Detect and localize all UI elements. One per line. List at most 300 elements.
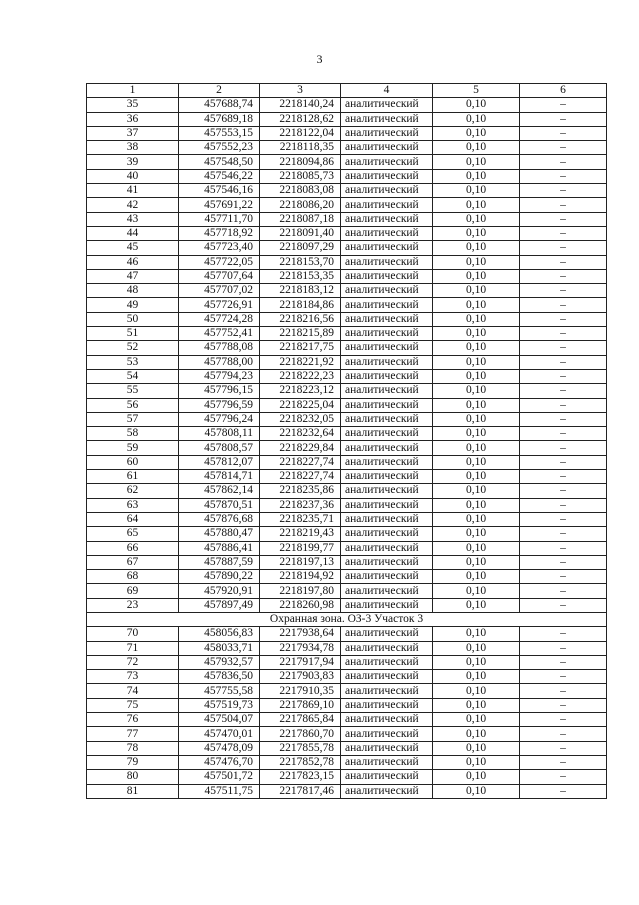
method-cell: аналитический [341, 226, 433, 240]
x-coordinate-cell: 457723,40 [179, 241, 260, 255]
y-coordinate-cell: 2217917,94 [260, 655, 341, 669]
table-row [87, 98, 607, 112]
table-row [87, 784, 607, 798]
table-row [87, 155, 607, 169]
accuracy-cell: 0,10 [433, 755, 520, 769]
x-coordinate-cell: 457476,70 [179, 755, 260, 769]
point-number-cell: 52 [87, 341, 179, 355]
x-coordinate-cell: 457796,15 [179, 384, 260, 398]
accuracy-cell: 0,10 [433, 713, 520, 727]
method-cell: аналитический [341, 427, 433, 441]
note-cell: – [520, 570, 607, 584]
point-number-cell: 58 [87, 427, 179, 441]
method-cell: аналитический [341, 455, 433, 469]
note-cell: – [520, 355, 607, 369]
method-cell: аналитический [341, 470, 433, 484]
table-row [87, 212, 607, 226]
point-number-cell: 36 [87, 112, 179, 126]
x-coordinate-cell: 457553,15 [179, 126, 260, 140]
method-cell: аналитический [341, 384, 433, 398]
note-cell: – [520, 427, 607, 441]
method-cell: аналитический [341, 670, 433, 684]
table-row [87, 570, 607, 584]
x-coordinate-cell: 457707,02 [179, 284, 260, 298]
table-row [87, 341, 607, 355]
note-cell: – [520, 727, 607, 741]
x-coordinate-cell: 457504,07 [179, 713, 260, 727]
method-cell: аналитический [341, 398, 433, 412]
point-number-cell: 63 [87, 498, 179, 512]
method-cell: аналитический [341, 412, 433, 426]
x-coordinate-cell: 457711,70 [179, 212, 260, 226]
point-number-cell: 81 [87, 784, 179, 798]
accuracy-cell: 0,10 [433, 341, 520, 355]
y-coordinate-cell: 2218225,04 [260, 398, 341, 412]
accuracy-cell: 0,10 [433, 655, 520, 669]
point-number-cell: 23 [87, 598, 179, 612]
note-cell: – [520, 241, 607, 255]
column-header: 4 [341, 84, 433, 98]
x-coordinate-cell: 457707,64 [179, 269, 260, 283]
y-coordinate-cell: 2218085,73 [260, 169, 341, 183]
x-coordinate-cell: 457552,23 [179, 141, 260, 155]
table-row [87, 655, 607, 669]
y-coordinate-cell: 2218217,75 [260, 341, 341, 355]
x-coordinate-cell: 458033,71 [179, 641, 260, 655]
point-number-cell: 80 [87, 770, 179, 784]
method-cell: аналитический [341, 641, 433, 655]
point-number-cell: 50 [87, 312, 179, 326]
y-coordinate-cell: 2218222,23 [260, 369, 341, 383]
point-number-cell: 35 [87, 98, 179, 112]
table-row [87, 269, 607, 283]
x-coordinate-cell: 457812,07 [179, 455, 260, 469]
column-header: 1 [87, 84, 179, 98]
point-number-cell: 69 [87, 584, 179, 598]
point-number-cell: 60 [87, 455, 179, 469]
y-coordinate-cell: 2217865,84 [260, 713, 341, 727]
table-row [87, 584, 607, 598]
table-row [87, 770, 607, 784]
table-row [87, 198, 607, 212]
note-cell: – [520, 155, 607, 169]
accuracy-cell: 0,10 [433, 570, 520, 584]
coordinates-table [86, 83, 607, 799]
note-cell: – [520, 627, 607, 641]
method-cell: аналитический [341, 598, 433, 612]
section-title: Охранная зона. ОЗ-3 Участок 3 [87, 612, 607, 626]
y-coordinate-cell: 2218227,74 [260, 470, 341, 484]
y-coordinate-cell: 2218097,29 [260, 241, 341, 255]
method-cell: аналитический [341, 155, 433, 169]
x-coordinate-cell: 457546,16 [179, 184, 260, 198]
accuracy-cell: 0,10 [433, 541, 520, 555]
x-coordinate-cell: 457689,18 [179, 112, 260, 126]
accuracy-cell: 0,10 [433, 369, 520, 383]
x-coordinate-cell: 457691,22 [179, 198, 260, 212]
x-coordinate-cell: 457814,71 [179, 470, 260, 484]
point-number-cell: 44 [87, 226, 179, 240]
method-cell: аналитический [341, 327, 433, 341]
method-cell: аналитический [341, 184, 433, 198]
y-coordinate-cell: 2218197,80 [260, 584, 341, 598]
x-coordinate-cell: 457862,14 [179, 484, 260, 498]
note-cell: – [520, 169, 607, 183]
method-cell: аналитический [341, 527, 433, 541]
y-coordinate-cell: 2218235,86 [260, 484, 341, 498]
note-cell: – [520, 441, 607, 455]
point-number-cell: 75 [87, 698, 179, 712]
table-row [87, 641, 607, 655]
note-cell: – [520, 384, 607, 398]
accuracy-cell: 0,10 [433, 198, 520, 212]
accuracy-cell: 0,10 [433, 327, 520, 341]
method-cell: аналитический [341, 755, 433, 769]
accuracy-cell: 0,10 [433, 470, 520, 484]
table-row [87, 498, 607, 512]
point-number-cell: 61 [87, 470, 179, 484]
point-number-cell: 78 [87, 741, 179, 755]
y-coordinate-cell: 2218086,20 [260, 198, 341, 212]
method-cell: аналитический [341, 555, 433, 569]
accuracy-cell: 0,10 [433, 98, 520, 112]
accuracy-cell: 0,10 [433, 212, 520, 226]
note-cell: – [520, 212, 607, 226]
method-cell: аналитический [341, 341, 433, 355]
table-row [87, 598, 607, 612]
x-coordinate-cell: 457870,51 [179, 498, 260, 512]
x-coordinate-cell: 457478,09 [179, 741, 260, 755]
y-coordinate-cell: 2217823,15 [260, 770, 341, 784]
point-number-cell: 48 [87, 284, 179, 298]
note-cell: – [520, 141, 607, 155]
note-cell: – [520, 527, 607, 541]
accuracy-cell: 0,10 [433, 169, 520, 183]
note-cell: – [520, 655, 607, 669]
point-number-cell: 49 [87, 298, 179, 312]
table-row [87, 484, 607, 498]
x-coordinate-cell: 457808,11 [179, 427, 260, 441]
y-coordinate-cell: 2218223,12 [260, 384, 341, 398]
accuracy-cell: 0,10 [433, 155, 520, 169]
accuracy-cell: 0,10 [433, 355, 520, 369]
method-cell: аналитический [341, 126, 433, 140]
note-cell: – [520, 555, 607, 569]
x-coordinate-cell: 457876,68 [179, 512, 260, 526]
accuracy-cell: 0,10 [433, 670, 520, 684]
point-number-cell: 41 [87, 184, 179, 198]
table-row [87, 255, 607, 269]
table-header-row [87, 84, 607, 98]
note-cell: – [520, 684, 607, 698]
y-coordinate-cell: 2218083,08 [260, 184, 341, 198]
x-coordinate-cell: 457887,59 [179, 555, 260, 569]
note-cell: – [520, 341, 607, 355]
page-number: 3 [316, 52, 323, 66]
method-cell: аналитический [341, 255, 433, 269]
method-cell: аналитический [341, 141, 433, 155]
note-cell: – [520, 255, 607, 269]
table-row [87, 226, 607, 240]
table-row [87, 427, 607, 441]
y-coordinate-cell: 2218232,05 [260, 412, 341, 426]
y-coordinate-cell: 2218227,74 [260, 455, 341, 469]
table-row [87, 512, 607, 526]
table-row [87, 312, 607, 326]
note-cell: – [520, 470, 607, 484]
y-coordinate-cell: 2218087,18 [260, 212, 341, 226]
method-cell: аналитический [341, 498, 433, 512]
x-coordinate-cell: 457501,72 [179, 770, 260, 784]
table-row [87, 713, 607, 727]
accuracy-cell: 0,10 [433, 684, 520, 698]
method-cell: аналитический [341, 312, 433, 326]
x-coordinate-cell: 457718,92 [179, 226, 260, 240]
y-coordinate-cell: 2217852,78 [260, 755, 341, 769]
y-coordinate-cell: 2217869,10 [260, 698, 341, 712]
note-cell: – [520, 741, 607, 755]
y-coordinate-cell: 2218194,92 [260, 570, 341, 584]
y-coordinate-cell: 2218219,43 [260, 527, 341, 541]
point-number-cell: 47 [87, 269, 179, 283]
point-number-cell: 79 [87, 755, 179, 769]
note-cell: – [520, 512, 607, 526]
note-cell: – [520, 412, 607, 426]
accuracy-cell: 0,10 [433, 241, 520, 255]
note-cell: – [520, 698, 607, 712]
point-number-cell: 74 [87, 684, 179, 698]
method-cell: аналитический [341, 741, 433, 755]
accuracy-cell: 0,10 [433, 412, 520, 426]
x-coordinate-cell: 457726,91 [179, 298, 260, 312]
x-coordinate-cell: 457722,05 [179, 255, 260, 269]
note-cell: – [520, 784, 607, 798]
y-coordinate-cell: 2218232,64 [260, 427, 341, 441]
note-cell: – [520, 284, 607, 298]
note-cell: – [520, 298, 607, 312]
note-cell: – [520, 541, 607, 555]
note-cell: – [520, 184, 607, 198]
x-coordinate-cell: 457836,50 [179, 670, 260, 684]
method-cell: аналитический [341, 212, 433, 226]
table-row [87, 298, 607, 312]
y-coordinate-cell: 2218216,56 [260, 312, 341, 326]
y-coordinate-cell: 2217903,83 [260, 670, 341, 684]
note-cell: – [520, 226, 607, 240]
table-row [87, 741, 607, 755]
note-cell: – [520, 755, 607, 769]
table-row [87, 627, 607, 641]
accuracy-cell: 0,10 [433, 184, 520, 198]
y-coordinate-cell: 2218094,86 [260, 155, 341, 169]
accuracy-cell: 0,10 [433, 255, 520, 269]
method-cell: аналитический [341, 570, 433, 584]
accuracy-cell: 0,10 [433, 498, 520, 512]
y-coordinate-cell: 2218197,13 [260, 555, 341, 569]
x-coordinate-cell: 457755,58 [179, 684, 260, 698]
point-number-cell: 77 [87, 727, 179, 741]
table-row [87, 455, 607, 469]
y-coordinate-cell: 2218184,86 [260, 298, 341, 312]
note-cell: – [520, 455, 607, 469]
y-coordinate-cell: 2218183,12 [260, 284, 341, 298]
y-coordinate-cell: 2217817,46 [260, 784, 341, 798]
accuracy-cell: 0,10 [433, 784, 520, 798]
point-number-cell: 70 [87, 627, 179, 641]
table-row [87, 126, 607, 140]
table-row [87, 355, 607, 369]
x-coordinate-cell: 457788,08 [179, 341, 260, 355]
point-number-cell: 42 [87, 198, 179, 212]
table-row [87, 470, 607, 484]
table-row [87, 541, 607, 555]
method-cell: аналитический [341, 198, 433, 212]
x-coordinate-cell: 457796,24 [179, 412, 260, 426]
y-coordinate-cell: 2218221,92 [260, 355, 341, 369]
point-number-cell: 57 [87, 412, 179, 426]
y-coordinate-cell: 2218260,98 [260, 598, 341, 612]
method-cell: аналитический [341, 584, 433, 598]
accuracy-cell: 0,10 [433, 427, 520, 441]
table-row [87, 398, 607, 412]
x-coordinate-cell: 457794,23 [179, 369, 260, 383]
point-number-cell: 65 [87, 527, 179, 541]
y-coordinate-cell: 2218235,71 [260, 512, 341, 526]
method-cell: аналитический [341, 784, 433, 798]
y-coordinate-cell: 2217910,35 [260, 684, 341, 698]
column-header: 5 [433, 84, 520, 98]
point-number-cell: 46 [87, 255, 179, 269]
table-row [87, 384, 607, 398]
y-coordinate-cell: 2218122,04 [260, 126, 341, 140]
x-coordinate-cell: 457511,75 [179, 784, 260, 798]
accuracy-cell: 0,10 [433, 312, 520, 326]
point-number-cell: 45 [87, 241, 179, 255]
method-cell: аналитический [341, 298, 433, 312]
x-coordinate-cell: 457920,91 [179, 584, 260, 598]
y-coordinate-cell: 2218128,62 [260, 112, 341, 126]
accuracy-cell: 0,10 [433, 641, 520, 655]
method-cell: аналитический [341, 655, 433, 669]
accuracy-cell: 0,10 [433, 584, 520, 598]
method-cell: аналитический [341, 541, 433, 555]
x-coordinate-cell: 457796,59 [179, 398, 260, 412]
accuracy-cell: 0,10 [433, 384, 520, 398]
method-cell: аналитический [341, 627, 433, 641]
note-cell: – [520, 713, 607, 727]
y-coordinate-cell: 2217938,64 [260, 627, 341, 641]
method-cell: аналитический [341, 284, 433, 298]
note-cell: – [520, 112, 607, 126]
table-row [87, 169, 607, 183]
column-header: 6 [520, 84, 607, 98]
x-coordinate-cell: 457788,00 [179, 355, 260, 369]
x-coordinate-cell: 458056,83 [179, 627, 260, 641]
point-number-cell: 37 [87, 126, 179, 140]
table-row [87, 141, 607, 155]
note-cell: – [520, 369, 607, 383]
y-coordinate-cell: 2217934,78 [260, 641, 341, 655]
method-cell: аналитический [341, 241, 433, 255]
table-row [87, 284, 607, 298]
x-coordinate-cell: 457808,57 [179, 441, 260, 455]
y-coordinate-cell: 2218199,77 [260, 541, 341, 555]
method-cell: аналитический [341, 355, 433, 369]
x-coordinate-cell: 457470,01 [179, 727, 260, 741]
x-coordinate-cell: 457932,57 [179, 655, 260, 669]
y-coordinate-cell: 2217855,78 [260, 741, 341, 755]
point-number-cell: 53 [87, 355, 179, 369]
method-cell: аналитический [341, 484, 433, 498]
x-coordinate-cell: 457546,22 [179, 169, 260, 183]
x-coordinate-cell: 457880,47 [179, 527, 260, 541]
y-coordinate-cell: 2218153,70 [260, 255, 341, 269]
table-row [87, 412, 607, 426]
point-number-cell: 59 [87, 441, 179, 455]
accuracy-cell: 0,10 [433, 455, 520, 469]
method-cell: аналитический [341, 684, 433, 698]
y-coordinate-cell: 2218229,84 [260, 441, 341, 455]
x-coordinate-cell: 457724,28 [179, 312, 260, 326]
point-number-cell: 56 [87, 398, 179, 412]
table-row [87, 527, 607, 541]
point-number-cell: 55 [87, 384, 179, 398]
note-cell: – [520, 98, 607, 112]
accuracy-cell: 0,10 [433, 770, 520, 784]
point-number-cell: 68 [87, 570, 179, 584]
table-row [87, 241, 607, 255]
y-coordinate-cell: 2218237,36 [260, 498, 341, 512]
point-number-cell: 43 [87, 212, 179, 226]
table-row [87, 184, 607, 198]
method-cell: аналитический [341, 441, 433, 455]
note-cell: – [520, 670, 607, 684]
column-header: 2 [179, 84, 260, 98]
accuracy-cell: 0,10 [433, 112, 520, 126]
note-cell: – [520, 198, 607, 212]
note-cell: – [520, 584, 607, 598]
point-number-cell: 64 [87, 512, 179, 526]
method-cell: аналитический [341, 169, 433, 183]
table-row [87, 698, 607, 712]
method-cell: аналитический [341, 727, 433, 741]
section-row [87, 612, 607, 626]
accuracy-cell: 0,10 [433, 484, 520, 498]
table-row [87, 727, 607, 741]
accuracy-cell: 0,10 [433, 126, 520, 140]
y-coordinate-cell: 2218140,24 [260, 98, 341, 112]
y-coordinate-cell: 2218118,35 [260, 141, 341, 155]
point-number-cell: 62 [87, 484, 179, 498]
accuracy-cell: 0,10 [433, 627, 520, 641]
x-coordinate-cell: 457519,73 [179, 698, 260, 712]
table-row [87, 755, 607, 769]
method-cell: аналитический [341, 512, 433, 526]
accuracy-cell: 0,10 [433, 741, 520, 755]
table-row [87, 670, 607, 684]
accuracy-cell: 0,10 [433, 727, 520, 741]
accuracy-cell: 0,10 [433, 284, 520, 298]
note-cell: – [520, 269, 607, 283]
method-cell: аналитический [341, 369, 433, 383]
point-number-cell: 72 [87, 655, 179, 669]
point-number-cell: 76 [87, 713, 179, 727]
point-number-cell: 71 [87, 641, 179, 655]
table-row [87, 112, 607, 126]
note-cell: – [520, 126, 607, 140]
point-number-cell: 40 [87, 169, 179, 183]
x-coordinate-cell: 457886,41 [179, 541, 260, 555]
